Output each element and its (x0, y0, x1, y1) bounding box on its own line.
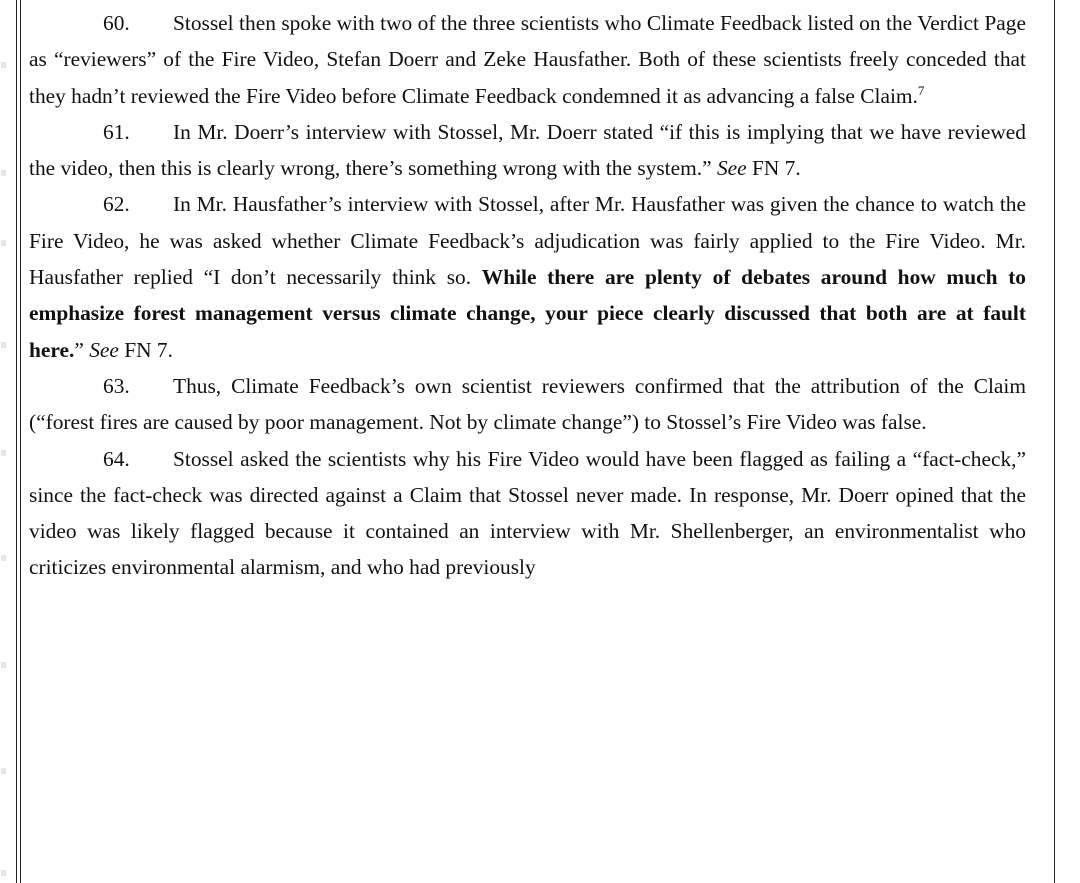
document-body (29, 5, 1026, 586)
quote-close: ” (74, 337, 90, 362)
line-number-mark (1, 62, 6, 68)
paragraph-number: 62. (103, 192, 130, 217)
paragraph-number: 63. (103, 373, 130, 398)
line-number-mark (1, 662, 6, 668)
citation-ref: FN 7. (746, 156, 801, 181)
citation-signal: See (89, 337, 119, 362)
line-number-mark (1, 870, 6, 876)
line-number-mark (1, 240, 6, 246)
paragraph-number: 60. (103, 11, 130, 35)
line-number-mark (1, 170, 6, 176)
left-margin-rule-inner (20, 0, 21, 883)
line-number-mark (1, 450, 6, 456)
paragraph-63 (29, 368, 1026, 441)
paragraph-text: In Mr. Doerr’s interview with Stossel, Mr. Doerr stated “if this is implying that we have reviewed the video, then this is clearly wrong, there’s something wrong with the system.” (29, 119, 1026, 181)
paragraph-text: Stossel asked the scientists why his Fire Video would have been flagged as failing a “fact-check,” since the fact-check was directed against a Claim that Stossel never made. In response, Mr. Doerr opined that the video was likely flagged because it contained an interview with Mr. Shellenberger, an environmentalist who criticizes environmental alarmism, and who had previously (29, 446, 1026, 580)
paragraph-number: 61. (103, 119, 130, 144)
line-number-mark (1, 768, 6, 774)
paragraph-64 (29, 441, 1026, 586)
paragraph-text: Thus, Climate Feedback’s own scientist reviewers confirmed that the attribution of the Claim (“forest fires are caused by poor management. Not by climate change”) to Stossel’s Fire Video was false. (29, 373, 1026, 435)
paragraph-number: 64. (103, 446, 130, 471)
right-margin-rule (1054, 0, 1055, 883)
line-number-mark (1, 555, 6, 561)
paragraph-62 (29, 186, 1026, 367)
left-margin-rule (16, 0, 17, 883)
paragraph-61 (29, 114, 1026, 187)
paragraph-text: Stossel then spoke with two of the three scientists who Climate Feedback listed on the Verdict Page as “reviewers” of the Fire Video, Stefan Doerr and Zeke Hausfather. Both of these scientists freely conceded that they hadn’t reviewed the Fire Video before Climate Feedback condemned it as advancing a false Claim. (29, 11, 1026, 108)
citation-signal: See (716, 156, 747, 181)
paragraph-text: In Mr. Hausfather’s interview with Stossel, after Mr. Hausfather was given the chance to watch the Fire Video, he was asked whether Climate Feedback’s adjudication was fairly applied to the Fire Video. Mr. Hausfather replied “I don’t necessarily think so. (29, 192, 1026, 290)
line-number-mark (1, 342, 6, 348)
bold-quote: While there are plenty of debates around how much to emphasize forest management versus climate change, your piece clearly discussed that both are at fault here. (29, 265, 1027, 362)
footnote-ref: 7 (917, 82, 925, 98)
citation-ref: FN 7. (118, 337, 173, 362)
paragraph-60 (29, 5, 1026, 114)
